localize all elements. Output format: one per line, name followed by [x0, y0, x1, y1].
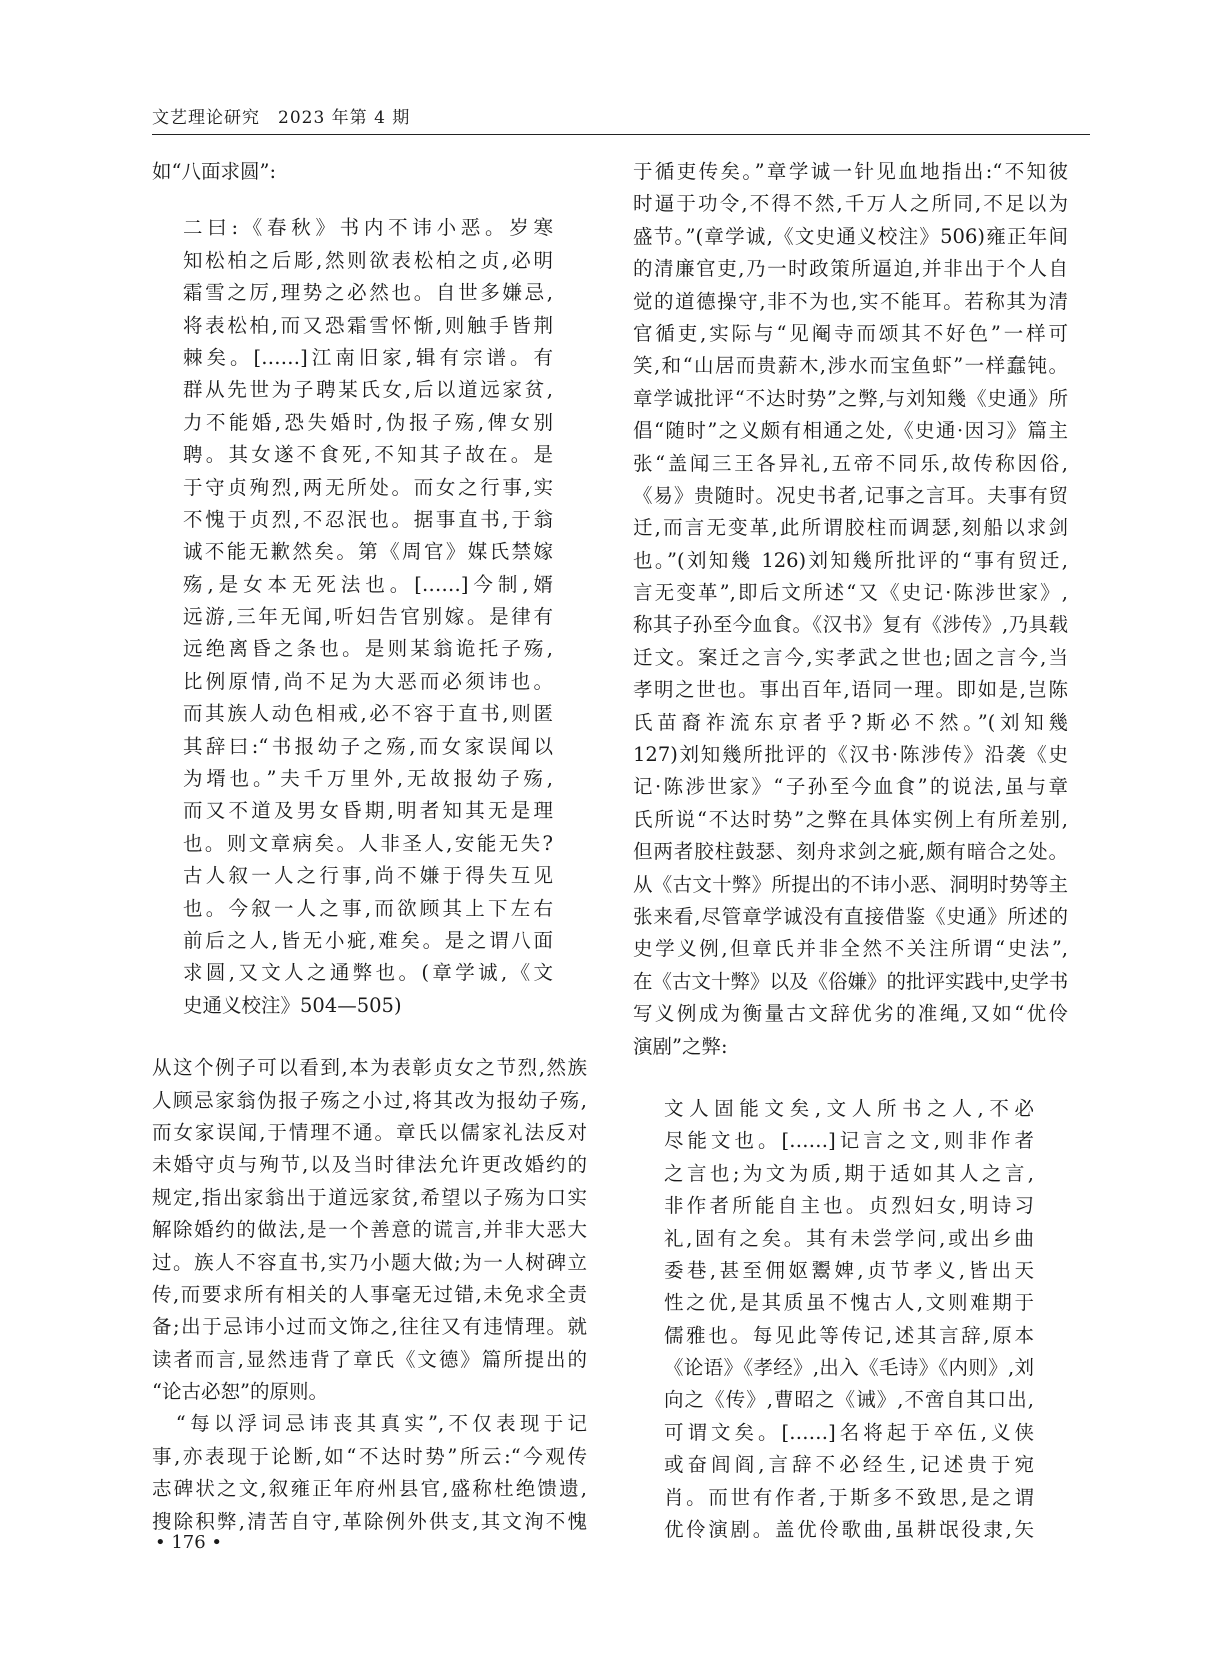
text-line: 氏苗裔祚流东京者乎?斯必不然。”(刘知幾 — [633, 710, 1068, 734]
text-line: 但两者胶柱鼓瑟、刻舟求剑之疵,颇有暗合之处。 — [633, 840, 1068, 864]
text-line: 于守贞殉烈,两无所处。而女之行事,实 — [183, 475, 553, 499]
text-line: 迁文。案迁之言今,实孝武之世也;固之言今,当 — [633, 645, 1068, 669]
text-line: 知松柏之后彫,然则欲表松柏之贞,必明 — [183, 248, 553, 272]
text-line: 章学诚批评“不达时势”之弊,与刘知幾《史通》所 — [633, 386, 1068, 410]
text-line: 读者而言,显然违背了章氏《文德》篇所提出的 — [152, 1347, 587, 1371]
text-line: 不愧于贞烈,不忍泯也。据事直书,于翁 — [183, 507, 553, 531]
text-line: 称其子孙至今血食。《汉书》复有《涉传》,乃具载 — [633, 613, 1068, 637]
text-line: 孝明之世也。事出百年,语同一理。即如是,岂陈 — [633, 678, 1068, 702]
body-text-right — [633, 156, 1068, 1063]
text-line: 也。”(刘知幾 126)刘知幾所批评的“事有贸迁, — [633, 548, 1068, 572]
text-line: 搜除积弊,清苦自守,革除例外供支,其文洵不愧 — [152, 1509, 587, 1533]
header-rule — [152, 134, 1090, 135]
text-line: 或奋闾阎,言辞不必经生,记述贵于宛 — [664, 1453, 1034, 1477]
text-line: 殇,是女本无死法也。[……]今制,婿 — [183, 572, 553, 596]
text-line: 演剧”之弊: — [633, 1034, 728, 1058]
text-line: “论古必恕”的原则。 — [152, 1380, 328, 1404]
text-line: 群从先世为子聘某氏女,后以道远家贫, — [183, 378, 553, 402]
text-line: 传,而要求所有相关的人事毫无过错,未免求全责 — [152, 1282, 587, 1306]
text-line: 文人固能文矣,文人所书之人,不必 — [664, 1096, 1034, 1120]
running-header: 文艺理论研究 2023 年第 4 期 — [152, 108, 411, 128]
text-line: 比例原情,尚不足为大恶而必须讳也。 — [183, 669, 553, 693]
text-line: 力不能婚,恐失婚时,伪报子殇,俾女别 — [183, 410, 553, 434]
text-line: 记·陈涉世家》“子孙至今血食”的说法,虽与章 — [633, 775, 1068, 799]
text-line: “每以浮词忌讳丧其真实”,不仅表现于记 — [152, 1412, 587, 1436]
text-line: 可谓文矣。[……]名将起于卒伍,义侠 — [664, 1420, 1034, 1444]
text-line: 霜雪之厉,理势之必然也。自世多嫌忌, — [183, 281, 553, 305]
block-quote-2 — [664, 1093, 1034, 1546]
text-line: 志碑状之文,叙雍正年府州县官,盛称杜绝馈遗, — [152, 1477, 587, 1501]
text-line: 过。族人不容直书,实乃小题大做;为一人树碑立 — [152, 1250, 587, 1274]
text-line: 儒雅也。每见此等传记,述其言辞,原本 — [664, 1323, 1034, 1347]
text-line: 官循吏,实际与“见阉寺而颂其不好色”一样可 — [633, 321, 1068, 345]
text-line: 规定,指出家翁出于道远家贫,希望以子殇为口实 — [152, 1185, 587, 1209]
text-line: 《论语》《孝经》,出入《毛诗》《内则》,刘 — [664, 1356, 1034, 1380]
text-line: 其辞曰:“书报幼子之殇,而女家误闻以 — [183, 734, 553, 758]
text-line: 人顾忌家翁伪报子殇之小过,将其改为报幼子殇, — [152, 1088, 587, 1112]
text-line: 求圆,又文人之通弊也。(章学诚,《文 — [183, 961, 553, 985]
text-line: 《易》贵随时。况史书者,记事之言耳。夫事有贸 — [633, 483, 1068, 507]
intro-paragraph — [152, 156, 587, 188]
text-line: 时逼于功令,不得不然,千万人之所同,不足以为 — [633, 192, 1068, 216]
text-line: 远游,三年无闻,听妇告官别嫁。是律有 — [183, 605, 553, 629]
text-line: 笑,和“山居而贵薪木,涉水而宝鱼虾”一样蠢钝。 — [633, 354, 1068, 378]
text-line: 优伶演剧。盖优伶歌曲,虽耕氓役隶,矢 — [664, 1518, 1034, 1542]
text-line: 性之优,是其质虽不愧古人,文则难期于 — [664, 1291, 1034, 1315]
text-line: 二曰:《春秋》书内不讳小恶。岁寒 — [183, 216, 553, 240]
page-number: • 176 • — [155, 1532, 223, 1553]
text-line: 而女家误闻,于情理不通。章氏以儒家礼法反对 — [152, 1120, 587, 1144]
text-line: 写义例成为衡量古文辞优劣的准绳,又如“优伶 — [633, 1002, 1068, 1026]
text-line: 盛节。”(章学诚,《文史通义校注》506)雍正年间 — [633, 224, 1068, 248]
text-line: 从《古文十弊》所提出的不讳小恶、洞明时势等主 — [633, 872, 1068, 896]
text-line: 也。则文章病矣。人非圣人,安能无失? — [183, 831, 553, 855]
text-line: 如“八面求圆”: — [152, 160, 277, 183]
text-line: 远绝离昏之条也。是则某翁诡托子殇, — [183, 637, 553, 661]
text-line: 而又不道及男女昏期,明者知其无是理 — [183, 799, 553, 823]
text-line: 言无变革”,即后文所述“又《史记·陈涉世家》, — [633, 581, 1068, 605]
text-line: 迁,而言无变革,此所谓胶柱而调瑟,刻船以求剑 — [633, 516, 1068, 540]
text-line: 备;出于忌讳小过而文饰之,往往又有违情理。就 — [152, 1315, 587, 1339]
left-column — [152, 156, 587, 1538]
text-line: 之言也;为文为质,期于适如其人之言, — [664, 1161, 1034, 1185]
text-line: 127)刘知幾所批评的《汉书·陈涉传》沿袭《史 — [633, 743, 1068, 767]
body-text-left — [152, 1052, 587, 1538]
text-line: 非作者所能自主也。贞烈妇女,明诗习 — [664, 1194, 1034, 1218]
text-line: 也。今叙一人之事,而欲顾其上下左右 — [183, 896, 553, 920]
text-line: 张“盖闻三王各异礼,五帝不同乐,故传称因俗, — [633, 451, 1068, 475]
text-line: 倡“随时”之义颇有相通之处,《史通·因习》篇主 — [633, 419, 1068, 443]
text-line: 张来看,尽管章学诚没有直接借鉴《史通》所述的 — [633, 904, 1068, 928]
text-line: 史通义校注》504—505) — [183, 993, 402, 1017]
text-line: 向之《传》,曹昭之《诫》,不啻自其口出, — [664, 1388, 1034, 1412]
text-line: 从这个例子可以看到,本为表彰贞女之节烈,然族 — [152, 1056, 587, 1080]
text-line: 而其族人动色相戒,必不容于直书,则匿 — [183, 702, 553, 726]
text-line: 肖。而世有作者,于斯多不致思,是之谓 — [664, 1485, 1034, 1509]
text-line: 于循吏传矣。”章学诚一针见血地指出:“不知彼 — [633, 160, 1068, 183]
block-quote-1 — [183, 212, 553, 1022]
text-line: 礼,固有之矣。其有未尝学问,或出乡曲 — [664, 1226, 1034, 1250]
text-line: 解除婚约的做法,是一个善意的谎言,并非大恶大 — [152, 1218, 587, 1242]
text-line: 史学义例,但章氏并非全然不关注所谓“史法”, — [633, 937, 1068, 961]
text-line: 古人叙一人之行事,尚不嫌于得失互见 — [183, 864, 553, 888]
text-line: 在《古文十弊》以及《俗嫌》的批评实践中,史学书 — [633, 969, 1068, 993]
text-line: 将表松柏,而又恐霜雪怀惭,则触手皆荆 — [183, 313, 553, 337]
text-line: 未婚守贞与殉节,以及当时律法允许更改婚约的 — [152, 1153, 587, 1177]
right-column — [633, 156, 1068, 1546]
text-line: 诚不能无歉然矣。第《周官》媒氏禁嫁 — [183, 540, 553, 564]
text-line: 氏所说“不达时势”之弊在具体实例上有所差别, — [633, 807, 1068, 831]
text-line: 的清廉官吏,乃一时政策所逼迫,并非出于个人自 — [633, 257, 1068, 281]
text-line: 棘矣。[……]江南旧家,辑有宗谱。有 — [183, 345, 553, 369]
text-line: 事,亦表现于论断,如“不达时势”所云:“今观传 — [152, 1444, 587, 1468]
text-line: 觉的道德操守,非不为也,实不能耳。若称其为清 — [633, 289, 1068, 313]
text-line: 委巷,甚至佣妪鬻婢,贞节孝义,皆出天 — [664, 1258, 1034, 1282]
text-line: 尽能文也。[……]记言之文,则非作者 — [664, 1129, 1034, 1153]
text-line: 为壻也。”夫千万里外,无故报幼子殇, — [183, 767, 553, 791]
text-line: 聘。其女遂不食死,不知其子故在。是 — [183, 443, 553, 467]
text-line: 前后之人,皆无小疵,难矣。是之谓八面 — [183, 928, 553, 952]
